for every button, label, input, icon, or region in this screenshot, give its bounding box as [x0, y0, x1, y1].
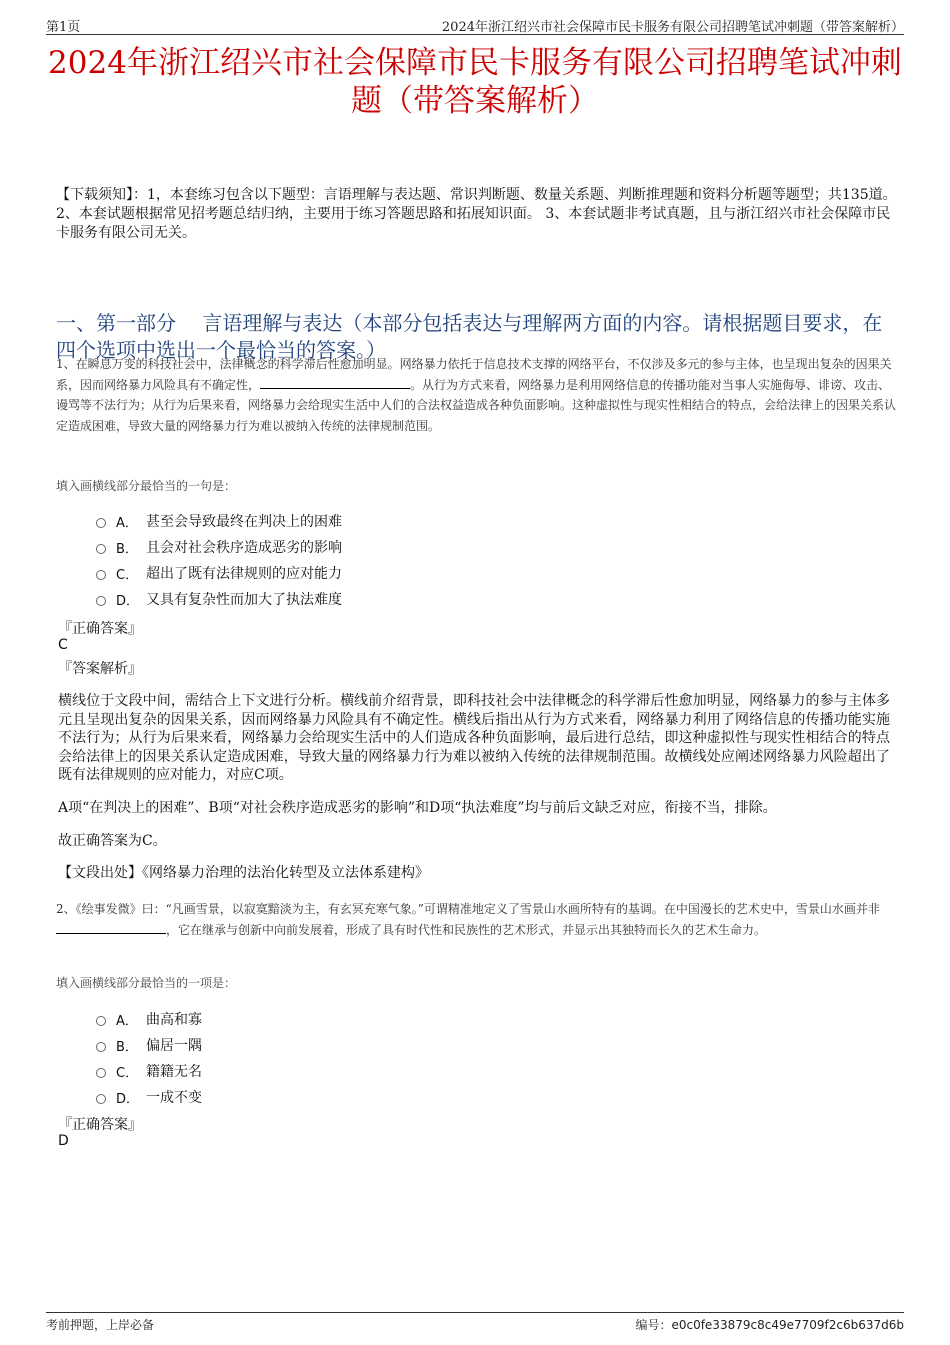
- question-1-analysis-label: 『答案解析』: [58, 661, 142, 677]
- footer-code-value: e0c0fe33879c8c49e7709f2c6b637d6b: [671, 1318, 904, 1332]
- question-1-answer: C: [58, 637, 68, 653]
- document-title: 2024年浙江绍兴市社会保障市民卡服务有限公司招聘笔试冲刺题（带答案解析）: [48, 45, 902, 119]
- question-1-text-before: 1、在瞬息万变的科技社会中，法律概念的科学滞后性愈加明显。网络暴力依托于信息技术支撑的网络平台，不仅涉及多元的参与主体，也呈现出复杂的因果关系，因而网络暴力风险具有不确定性，: [56, 357, 892, 392]
- question-1-analysis-conclusion: 故正确答案为C。: [58, 833, 167, 849]
- question-1-analysis-options: A项“在判决上的困难”、B项“对社会秩序造成恶劣的影响”和D项“执法难度”均与前后文缺乏对应，衔接不当，排除。: [58, 800, 777, 816]
- question-1-source: 【文段出处】《网络暴力治理的法治化转型及立法体系建构》: [58, 865, 429, 881]
- question-2-option-c[interactable]: C． 籍籍无名: [96, 1058, 202, 1084]
- page-header: [46, 14, 904, 35]
- question-2-text-before: 2、《绘事发微》曰：“凡画雪景，以寂寞黯淡为主，有玄冥充寒气象。”可谓精准地定义了雪景山水画所特有的基调。在中国漫长的艺术史中，雪景山水画并非: [56, 902, 880, 916]
- question-1-text: [56, 354, 898, 436]
- question-1-option-d[interactable]: D． 又具有复杂性而加大了执法难度: [96, 586, 342, 612]
- question-1-option-c[interactable]: C． 超出了既有法律规则的应对能力: [96, 560, 342, 586]
- question-2-prompt: 填入画横线部分最恰当的一项是：: [56, 976, 237, 990]
- download-notice: 【下载须知】：1，本套练习包含以下题型：言语理解与表达题、常识判断题、数量关系题、判断推理题和资料分析题等题型；共135道。 2、本套试题根据常见招考题总结归纳，主要用于练习答题思路和拓展知识面。 3、本套试题非考试真题，且与浙江绍兴市社会保障市民卡服务有限公司无关。: [56, 187, 897, 241]
- radio-icon[interactable]: [96, 596, 106, 606]
- question-2-text: [56, 899, 898, 940]
- radio-icon[interactable]: [96, 1042, 106, 1052]
- question-2-answer: D: [58, 1133, 69, 1149]
- question-2-text-after: ，它在继承与创新中向前发展着，形成了具有时代性和民族性的艺术形式，并显示出其独特而长久的艺术生命力。: [166, 922, 767, 937]
- question-1-text-after: 。从行为方式来看，网络暴力是利用网络信息的传播功能对当事人实施侮辱、诽谤、攻击、谩骂等不法行为；从行为后果来看，网络暴力会给现实生活中人们的合法权益造成各种负面影响。这种虚拟性与现实性相结合的特点，会给法律上的因果关系认定造成困难，导致大量的网络暴力行为难以被纳入传统的法律规制范围。: [56, 377, 897, 433]
- page-footer: [46, 1312, 904, 1335]
- question-1-option-b[interactable]: B． 且会对社会秩序造成恶劣的影响: [96, 534, 342, 560]
- question-1-answer-label: 『正确答案』: [58, 621, 142, 637]
- page-number: 第1页: [46, 20, 81, 35]
- question-1-options: [96, 508, 342, 612]
- radio-icon[interactable]: [96, 544, 106, 554]
- header-doc-title: 2024年浙江绍兴市社会保障市民卡服务有限公司招聘笔试冲刺题（带答案解析）: [441, 20, 904, 35]
- question-2-option-b[interactable]: B． 偏居一隅: [96, 1032, 202, 1058]
- footer-code: [635, 1316, 904, 1333]
- footer-slogan: 考前押题，上岸必备: [46, 1318, 155, 1332]
- question-2-options: [96, 1006, 202, 1110]
- question-1-blank: [260, 376, 410, 389]
- question-2-option-d[interactable]: D． 一成不变: [96, 1084, 202, 1110]
- question-1-analysis-paragraph: 横线位于文段中间，需结合上下文进行分析。横线前介绍背景，即科技社会中法律概念的科学滞后性愈加明显，网络暴力的参与主体多元且呈现出复杂的因果关系，因而网络暴力风险具有不确定性。横线后指出从行为方式来看，网络暴力利用了网络信息的传播功能实施不法行为；从行为后果来看，网络暴力会给现实生活中的人们造成各种负面影响，最后进行总结，即这种虚拟性与现实性相结合的特点会给法律上的因果关系认定造成困难，导致大量的网络暴力行为难以被纳入传统的法律规制范围。故横线处应阐述网络暴力风险超出了既有法律规则的应对能力，对应C项。: [58, 693, 890, 783]
- radio-icon[interactable]: [96, 570, 106, 580]
- radio-icon[interactable]: [96, 518, 106, 528]
- question-1-prompt: 填入画横线部分最恰当的一句是：: [56, 479, 237, 493]
- section-heading: 一、第一部分 言语理解与表达（本部分包括表达与理解两方面的内容。请根据题目要求，在四个选项中选出一个最恰当的答案。）: [56, 311, 883, 362]
- radio-icon[interactable]: [96, 1094, 106, 1104]
- question-2-answer-label: 『正确答案』: [58, 1117, 142, 1133]
- radio-icon[interactable]: [96, 1016, 106, 1026]
- question-2-option-a[interactable]: A． 曲高和寡: [96, 1006, 202, 1032]
- radio-icon[interactable]: [96, 1068, 106, 1078]
- question-2-blank: [56, 921, 166, 934]
- question-1-option-a[interactable]: A． 甚至会导致最终在判决上的困难: [96, 508, 342, 534]
- footer-code-label: 编号：: [635, 1318, 672, 1332]
